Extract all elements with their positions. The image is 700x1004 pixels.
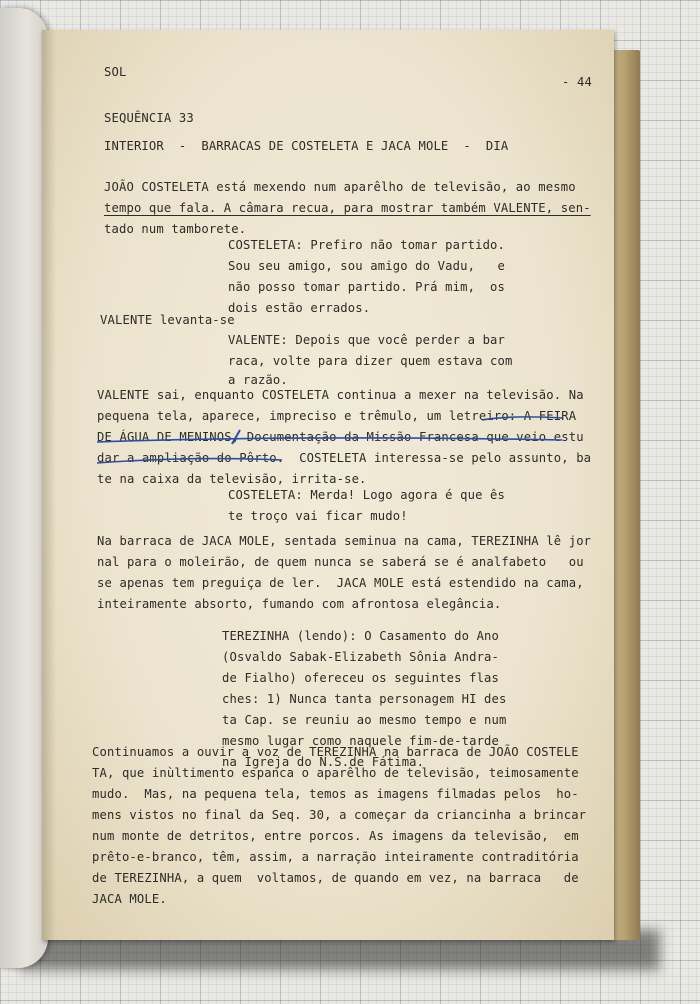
dialogue-line: raca, volte para dizer quem estava com [228, 354, 513, 368]
header-title: SOL [104, 65, 127, 79]
dialogue-line: a razão. [228, 373, 288, 387]
dialogue-line: ta Cap. se reuniu ao mesmo tempo e num [222, 713, 507, 727]
text-line: de TEREZINHA, a quem voltamos, de quando em vez, na barraca de [92, 871, 579, 885]
text-line: se apenas tem preguiça de ler. JACA MOLE está estendido na cama, [97, 576, 584, 590]
text-line: VALENTE sai, enquanto COSTELETA continua a mexer na televisão. Na [97, 388, 584, 402]
text-line: mudo. Mas, na pequena tela, temos as imagens filmadas pelos ho- [92, 787, 579, 801]
dialogue-line: COSTELETA: Prefiro não tomar partido. [228, 238, 506, 252]
text-line: mens vistos no final da Seq. 30, a começar da criancinha a brincar [92, 808, 587, 822]
dialogue-line: mesmo lugar como naquele fim-de-tarde [222, 734, 500, 748]
dialogue-line: ches: 1) Nunca tanta personagem HI des [222, 692, 507, 706]
dialogue-line: Sou seu amigo, sou amigo do Vadu, e [228, 259, 506, 273]
dialogue-line: VALENTE: Depois que você perder a bar [228, 333, 506, 347]
text-line: Na barraca de JACA MOLE, sentada seminua na cama, TEREZINHA lê jor [97, 534, 592, 548]
text-line: te na caixa da televisão, irrita-se. [97, 472, 367, 486]
sequence-heading: SEQUÊNCIA 33 [104, 111, 194, 125]
dialogue-line: de Fialho) ofereceu os seguintes flas [222, 671, 500, 685]
dialogue-line: TEREZINHA (lendo): O Casamento do Ano [222, 629, 500, 643]
text-line: JOÃO COSTELETA está mexendo num aparêlho de televisão, ao mesmo [104, 180, 576, 194]
text-line: num monte de detritos, entre porcos. As imagens da televisão, em [92, 829, 579, 843]
page-number: - 44 [562, 75, 592, 89]
left-page-curl [0, 8, 48, 968]
page-gutter-shade [42, 30, 56, 940]
dialogue-line: dois estão errados. [228, 301, 371, 315]
text-line: inteiramente absorto, fumando com afrontosa elegância. [97, 597, 502, 611]
text-line: TA, que inùltimento espanca o aparêlho de televisão, teimosamente [92, 766, 579, 780]
text-line: dar a ampliação do Pôrto. COSTELETA interessa-se pelo assunto, ba [97, 451, 592, 465]
dialogue-line: não posso tomar partido. Prá mim, os [228, 280, 506, 294]
text-line: DE ÁGUA DE MENINOS, Documentação da Missão Francesa que veio estu [97, 430, 584, 444]
script-page [42, 30, 614, 940]
text-line: JACA MOLE. [92, 892, 167, 906]
text-line: tempo que fala. A câmara recua, para mostrar também VALENTE, sen- [104, 201, 591, 215]
text-line: pequena tela, aparece, impreciso e trêmulo, um letreiro: A FEIRA [97, 409, 577, 423]
scene-heading: INTERIOR - BARRACAS DE COSTELETA E JACA MOLE - DIA [104, 139, 509, 153]
text-line: nal para o moleirão, de quem nunca se saberá se é analfabeto ou [97, 555, 584, 569]
dialogue-line: COSTELETA: Merda! Logo agora é que ês [228, 488, 506, 502]
text-line: Continuamos a ouvir a voz de TEREZINHA na barraca de JOÃO COSTELE [92, 745, 579, 759]
action-line: VALENTE levanta-se [100, 313, 235, 327]
text-line: tado num tamborete. [104, 222, 247, 236]
dialogue-line: (Osvaldo Sabak-Elizabeth Sônia Andra- [222, 650, 500, 664]
dialogue-line: na Igreja do N.S.de Fátima. [222, 755, 425, 769]
text-line: prêto-e-branco, têm, assim, a narração inteiramente contraditória [92, 850, 579, 864]
dialogue-line: te troço vai ficar mudo! [228, 509, 408, 523]
